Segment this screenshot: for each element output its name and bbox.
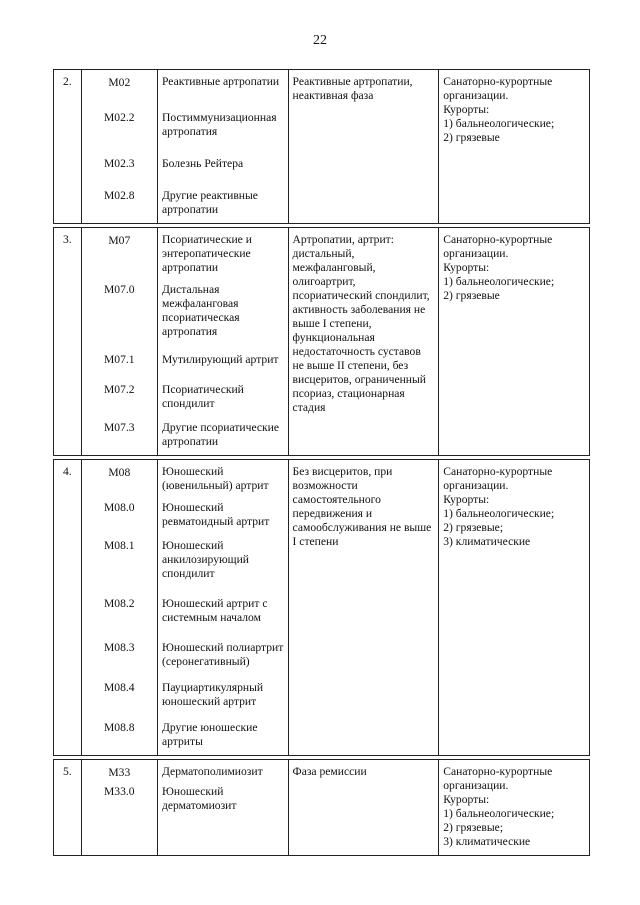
table-row (54, 228, 590, 456)
indication-condition: Фаза ремиссии (288, 760, 439, 856)
diagnosis-name: Псориатический спондилит (162, 383, 244, 410)
icd-code: M08.3 (103, 641, 135, 654)
resort-indications-table (53, 69, 590, 856)
diagnosis-name: Юношеский полиартрит (серонегативный) (162, 641, 284, 668)
table-row (54, 460, 590, 756)
table-row (54, 70, 590, 224)
page-number: 22 (313, 33, 327, 48)
resort-line: 3) климатические (443, 535, 531, 548)
icd-code: M02 (108, 75, 131, 89)
icd-codes-cell (81, 460, 157, 756)
diagnosis-names-cell (158, 460, 289, 756)
resort-line: 1) бальнеологические; (443, 117, 555, 130)
diagnosis-name: Другие реактивные артропатии (162, 189, 258, 216)
diagnosis-name: Другие псориатические артропатии (162, 421, 280, 448)
resort-line: 1) бальнеологические; (443, 507, 555, 520)
row-number: 4. (54, 460, 82, 756)
resort-line: Курорты: (443, 493, 490, 506)
table-body (54, 70, 590, 856)
diagnosis-name: Юношеский артрит с системным началом (162, 597, 268, 624)
indication-condition: Без висцеритов, при возможности самостоятельного передвижения и самообслуживания не выше I степени (288, 460, 439, 756)
icd-codes-cell (81, 228, 157, 456)
icd-codes-cell (81, 70, 157, 224)
icd-code: M02.3 (103, 157, 135, 170)
resort-organizations (439, 460, 590, 756)
row-number: 3. (54, 228, 82, 456)
row-number: 5. (54, 760, 82, 856)
icd-code: M07.1 (103, 353, 135, 366)
resort-line: Санаторно-курортные организации. (443, 465, 553, 492)
diagnosis-names-cell (158, 70, 289, 224)
icd-code: M33 (108, 765, 131, 779)
icd-code: M08.4 (103, 681, 135, 694)
icd-code: M33.0 (103, 785, 135, 798)
diagnosis-name: Пауциартикулярный юношеский артрит (162, 681, 264, 708)
resort-organizations (439, 70, 590, 224)
icd-code: M08.2 (103, 597, 135, 610)
icd-code: M07 (108, 233, 131, 247)
resort-line: Санаторно-курортные организации. (443, 765, 553, 792)
resort-line: 3) климатические (443, 835, 531, 848)
diagnosis-names-cell (158, 228, 289, 456)
diagnosis-name: Реактивные артропатии (162, 75, 280, 88)
icd-codes-cell (81, 760, 157, 856)
diagnosis-name: Юношеский дерматомиозит (162, 785, 237, 812)
resort-line: 1) бальнеологические; (443, 807, 555, 820)
diagnosis-name: Юношеский (ювенильный) артрит (162, 465, 269, 492)
diagnosis-name: Юношеский ревматоидный артрит (162, 501, 270, 528)
diagnosis-name: Другие юношеские артриты (162, 721, 258, 748)
icd-code: M08 (108, 465, 131, 479)
resort-line: Санаторно-курортные организации. (443, 75, 553, 102)
table-row (54, 760, 590, 856)
diagnosis-name: Дистальная межфаланговая псориатическая артропатия (162, 283, 240, 338)
icd-code: M08.1 (103, 539, 135, 552)
icd-code: M07.0 (103, 283, 135, 296)
resort-line: 2) грязевые (443, 289, 500, 302)
icd-code: M02.8 (103, 189, 135, 202)
resort-line: Санаторно-курортные организации. (443, 233, 553, 260)
icd-code: M02.2 (103, 111, 135, 124)
diagnosis-name: Постиммунизационная артропатия (162, 111, 277, 138)
resort-line: 1) бальнеологические; (443, 275, 555, 288)
diagnosis-name: Юношеский анкилозирующий спондилит (162, 539, 249, 580)
diagnosis-name: Псориатические и энтеропатические артропатии (162, 233, 252, 274)
indication-condition: Реактивные артропатии, неактивная фаза (288, 70, 439, 224)
resort-line: 2) грязевые; (443, 521, 504, 534)
resort-line: Курорты: (443, 261, 490, 274)
resort-line: 2) грязевые (443, 131, 500, 144)
diagnosis-name: Дерматополимиозит (162, 765, 263, 778)
diagnosis-name: Болезнь Рейтера (162, 157, 244, 170)
resort-organizations (439, 760, 590, 856)
diagnosis-names-cell (158, 760, 289, 856)
icd-code: M08.8 (103, 721, 135, 734)
indication-condition: Артропатии, артрит: дистальный, межфаланговый, олигоартрит, псориатический спондилит, активность заболевания не выше I степени, функциональная недостаточность суставов не выше II степени, без висцеритов, ограниченный псориаз, стационарная стадия (288, 228, 439, 456)
icd-code: M08.0 (103, 501, 135, 514)
icd-code: M07.2 (103, 383, 135, 396)
row-number: 2. (54, 70, 82, 224)
icd-code: M07.3 (103, 421, 135, 434)
resort-organizations (439, 228, 590, 456)
diagnosis-name: Мутилирующий артрит (162, 353, 279, 366)
resort-line: 2) грязевые; (443, 821, 504, 834)
resort-line: Курорты: (443, 793, 490, 806)
resort-line: Курорты: (443, 103, 490, 116)
